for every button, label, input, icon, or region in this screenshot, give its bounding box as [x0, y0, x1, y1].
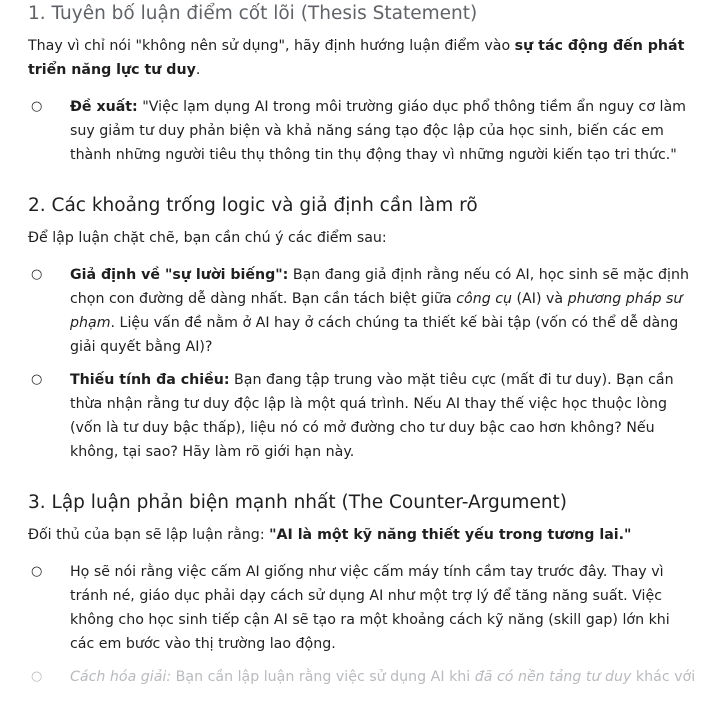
list-item-emphasis: công cụ [456, 291, 513, 307]
list-item-text: . Liệu vấn đề nằm ở AI hay ở cách chúng ta thiết kế bài tập (vốn có thể dễ dàng giải quyết bằng AI)? [70, 315, 679, 355]
section-3-intro [28, 523, 698, 547]
list-item-label: Cách hóa giải: [70, 669, 172, 685]
document-body [28, 0, 698, 698]
section-1-intro-bold: sự tác động đến phát triển năng lực tư duy [28, 38, 685, 78]
hollow-circle-bullet-icon: ○ [31, 99, 43, 114]
section-2-list [28, 263, 698, 464]
list-item-text: (AI) và [512, 291, 568, 307]
hollow-circle-bullet-icon: ○ [31, 372, 43, 387]
hollow-circle-bullet-icon: ○ [31, 669, 43, 684]
section-1-list [28, 95, 698, 167]
section-3-list [28, 560, 698, 689]
list-item [28, 560, 698, 656]
section-2-heading: 2. Các khoảng trống logic và giả định cần làm rõ [28, 195, 478, 216]
scroll-fade-overlay [0, 703, 716, 725]
list-item [28, 95, 698, 167]
section-3-heading: 3. Lập luận phản biện mạnh nhất (The Counter-Argument) [28, 492, 568, 513]
list-item [28, 665, 698, 689]
list-item-text: khác với [631, 669, 696, 685]
list-item-text: Bạn cần lập luận rằng việc sử dụng AI khi [171, 669, 475, 685]
section-1-intro-end: . [195, 62, 201, 78]
list-item-text: Bạn đang giả định rằng nếu có AI, học sinh sẽ mặc định chọn con đường dễ dàng nhất. Bạn cần tách biệt giữa [70, 267, 689, 307]
list-item-label: Thiếu tính đa chiều: [70, 372, 230, 388]
section-3-intro-bold: "AI là một kỹ năng thiết yếu trong tương lai." [269, 527, 632, 543]
list-item-text: "Việc lạm dụng AI trong môi trường giáo dục phổ thông tiềm ẩn nguy cơ làm suy giảm tư duy phản biện và khả năng sáng tạo độc lập của học sinh, biến các em thành những người tiêu thụ thông tin thụ động thay vì những người kiến tạo tri thức." [70, 99, 686, 163]
list-item-label: Giả định về "sự lười biếng": [70, 267, 289, 283]
list-item [28, 263, 698, 359]
list-item-emphasis: đã có nền tảng tư duy [474, 669, 632, 685]
section-1-intro-text: Thay vì chỉ nói "không nên sử dụng", hãy định hướng luận điểm vào [28, 38, 515, 54]
section-1-heading: 1. Tuyên bố luận điểm cốt lõi (Thesis Statement) [28, 3, 478, 24]
section-1-intro [28, 34, 698, 82]
section-3-intro-text: Đối thủ của bạn sẽ lập luận rằng: [28, 527, 270, 543]
list-item-emphasis: phương pháp sư phạm [70, 291, 683, 331]
list-item-text: Bạn đang tập trung vào mặt tiêu cực (mất đi tư duy). Bạn cần thừa nhận rằng tư duy độc lập là một quá trình. Nếu AI thay thế việc học thuộc lòng (vốn là tư duy bậc thấp), liệu nó có mở đường cho tư duy bậc cao hơn không? Nếu không, tại sao? Hãy làm rõ giới hạn này. [70, 372, 674, 460]
hollow-circle-bullet-icon: ○ [31, 267, 43, 282]
list-item [28, 368, 698, 464]
hollow-circle-bullet-icon: ○ [31, 564, 43, 579]
list-item-text: Họ sẽ nói rằng việc cấm AI giống như việc cấm máy tính cầm tay trước đây. Thay vì tránh né, giáo dục phải dạy cách sử dụng AI như một trợ lý để tăng năng suất. Việc không cho học sinh tiếp cận AI sẽ tạo ra một khoảng cách kỹ năng (skill gap) lớn khi các em bước vào thị trường lao động. [70, 564, 670, 652]
list-item-label: Đề xuất: [70, 99, 138, 115]
section-2-intro: Để lập luận chặt chẽ, bạn cần chú ý các điểm sau: [28, 230, 387, 246]
